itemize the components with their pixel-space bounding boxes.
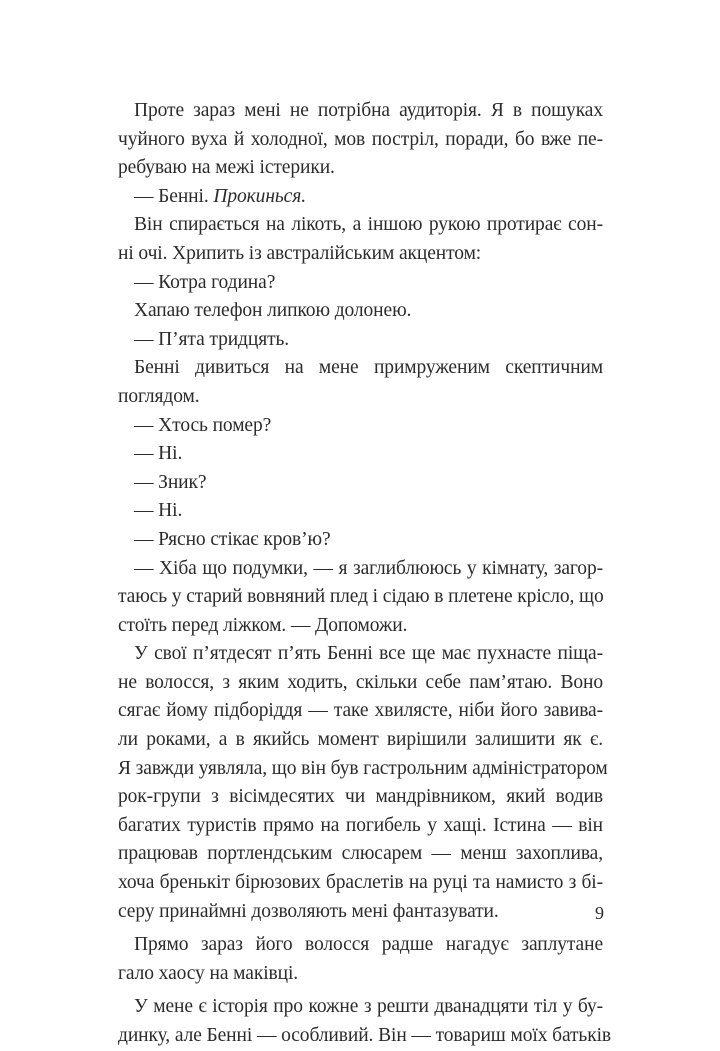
- text-line-content: динку, але Бенні — особливий. Він — товариш моїх батьків: [118, 1025, 612, 1046]
- text-line-content: Бенні дивиться на мене примруженим скептичним: [134, 357, 603, 379]
- text-line-content: таюсь у старий вовняний плед і сідаю в плетене крісло, що: [118, 586, 604, 608]
- text-line-content: багатих туристів прямо на погибель у хащі. Істина — він: [118, 814, 603, 836]
- text-line: [118, 469, 603, 498]
- text-line: [118, 97, 603, 126]
- text-line: [118, 640, 603, 669]
- text-line: [118, 697, 603, 726]
- text-line-content: Прямо зараз його волосся радше нагадує заплутане: [134, 934, 603, 956]
- text-line-content: — П’ята тридцять.: [134, 328, 290, 350]
- text-line: [118, 240, 603, 269]
- text-line: [118, 326, 603, 355]
- text-line: [118, 612, 603, 641]
- text-line: [118, 812, 603, 841]
- text-line: [118, 869, 603, 898]
- text-line: [118, 555, 603, 584]
- italic-text: Прокинься.: [213, 185, 306, 207]
- text-line-content: У свої п’ятдесят п’ять Бенні все ще має пухнасте піща-: [134, 643, 603, 665]
- text-line: [118, 183, 603, 212]
- body-text: [118, 97, 612, 1051]
- text-line-content: Хапаю телефон липкою долонею.: [134, 300, 412, 322]
- text-line-content: Він спирається на лікоть, а іншою рукою протирає сон-: [134, 214, 603, 236]
- text-line: [118, 126, 603, 155]
- text-line-content: стоїть перед ліжком. — Допоможи.: [118, 614, 408, 636]
- text-line-content: серу принаймні дозволяють мені фантазувати.: [118, 900, 499, 922]
- text-line: [118, 898, 603, 927]
- text-line: [118, 931, 603, 960]
- text-line-content: — Рясно стікає кров’ю?: [134, 528, 331, 550]
- text-line-content: рок-групи з вісімдесятих чи мандрівником, який водив: [118, 786, 603, 808]
- page-number: 9: [595, 903, 604, 923]
- text-line: [118, 755, 608, 784]
- text-line: [118, 269, 603, 298]
- text-line-content: — Ні.: [134, 500, 183, 522]
- text-line-content: чуйного вуха й холодної, мов постріл, поради, бо вже пе-: [118, 128, 603, 150]
- text-line-content: працював портлендським слюсарем — менш захоплива,: [118, 843, 603, 865]
- text-line-content: сягає йому підборіддя — таке хвилясте, ніби його завива-: [118, 700, 603, 722]
- text-line: [118, 211, 603, 240]
- text-line-content: — Хтось помер?: [134, 414, 272, 436]
- text-line-content: — Хіба що подумки, — я заглиблююсь у кімнату, загор-: [134, 557, 603, 579]
- text-line-content: ребуваю на межі істерики.: [118, 157, 335, 179]
- text-line: [118, 840, 603, 869]
- text-line: [118, 726, 603, 755]
- text-line: [118, 1022, 612, 1051]
- text-line-content: не волосся, з яким ходить, скільки себе пам’ятаю. Воно: [118, 671, 603, 693]
- text-line: [118, 383, 603, 412]
- text-line: [118, 154, 603, 183]
- text-line-content: У мене є історія про кожне з решти дванадцяти тіл у бу-: [134, 996, 603, 1018]
- text-line-content: гало хаосу на маківці.: [118, 962, 299, 984]
- text-line-content: хоча бренькіт бірюзових браслетів на руці та намисто з бі-: [118, 872, 603, 894]
- text-line-content: — Зник?: [134, 471, 207, 493]
- text-line-content: ли роками, а в якийсь момент вирішили залишити як є.: [118, 729, 603, 751]
- text-line: [118, 354, 603, 383]
- text-line: [118, 960, 603, 989]
- text-line-content: — Котра година?: [134, 271, 276, 293]
- text-line: [118, 297, 603, 326]
- text-line-content: — Бенні.: [134, 185, 214, 207]
- text-line: [118, 669, 603, 698]
- text-line: [118, 497, 603, 526]
- text-line-content: — Ні.: [134, 443, 183, 465]
- text-line: [118, 993, 603, 1022]
- text-line: [118, 440, 603, 469]
- text-line-content: ні очі. Хрипить із австралійським акцентом:: [118, 242, 482, 264]
- text-line: [118, 583, 603, 612]
- text-line: [118, 783, 603, 812]
- text-line-content: Проте зараз мені не потрібна аудиторія. Я в пошуках: [134, 100, 603, 121]
- text-line-content: поглядом.: [118, 385, 200, 407]
- text-line-content: Я завжди уявляла, що він був гастрольним адміністратором: [118, 757, 608, 779]
- text-line: [118, 412, 603, 441]
- text-line: [118, 526, 603, 555]
